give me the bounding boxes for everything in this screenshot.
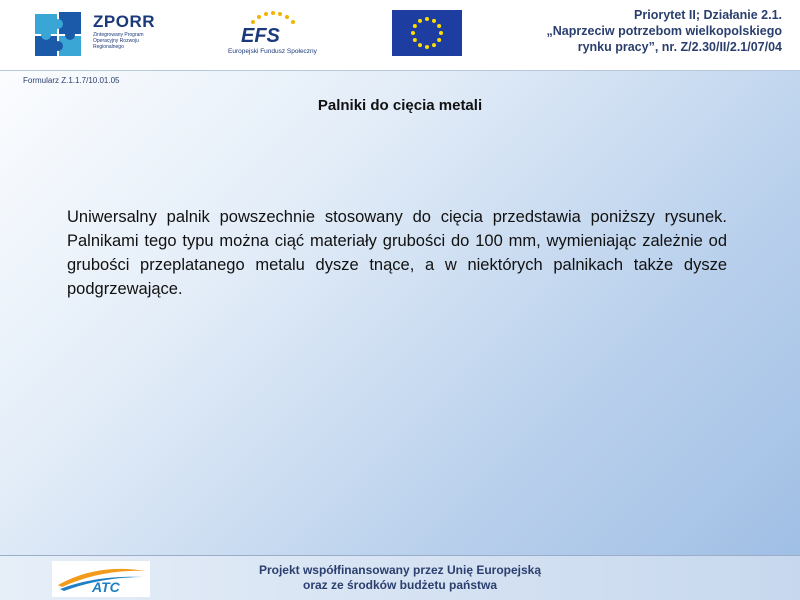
eu-star-icon	[437, 38, 441, 42]
eu-star-icon	[413, 38, 417, 42]
zporr-title: ZPORR	[93, 12, 155, 31]
atc-logo-text: ATC	[92, 579, 120, 595]
body-paragraph: Uniwersalny palnik powszechnie stosowany do cięcia przedstawia poniższy rysunek. Palnikami tego typu można ciąć materiały grubości do 100 mm, wymieniając zależnie od grubości przeplatanego metalu dysze tnące, a w niektórych palnikach także dysze podgrzewające.	[67, 208, 727, 298]
eu-star-icon	[425, 45, 429, 49]
header	[0, 0, 800, 70]
eu-star-icon	[413, 24, 417, 28]
eu-star-icon	[432, 19, 436, 23]
eu-flag-icon	[392, 10, 462, 56]
efs-title: EFS	[241, 25, 280, 47]
eu-star-icon	[425, 17, 429, 21]
efs-subtitle: Europejski Fundusz Społeczny	[228, 48, 317, 55]
project-line-1: Priorytet II; Działanie 2.1.	[634, 8, 782, 22]
eu-star-icon	[418, 19, 422, 23]
project-line-3: rynku pracy”, nr. Z/2.30/II/2.1/07/04	[577, 40, 782, 54]
eu-star-icon	[437, 24, 441, 28]
eu-star-icon	[418, 43, 422, 47]
footer-text	[150, 563, 650, 593]
eu-flag	[392, 10, 462, 56]
eu-star-icon	[411, 31, 415, 35]
efs-logo	[225, 8, 320, 63]
footer-line-2: oraz ze środków budżetu państwa	[302, 578, 498, 592]
eu-star-icon	[439, 31, 443, 35]
project-line-2: „Naprzeciw potrzebom wielkopolskiego	[546, 24, 782, 38]
header-divider	[0, 70, 800, 71]
zporr-subtitle: Zintegrowany Program Operacyjny Rozwoju Regionalnego	[93, 32, 144, 50]
form-code: Formularz Z.1.1.7/10.01.05	[23, 76, 120, 85]
project-info	[482, 7, 782, 55]
page-title: Palniki do cięcia metali	[317, 97, 483, 114]
atc-logo	[52, 561, 150, 597]
zporr-logo	[33, 8, 158, 63]
footer-line-1: Projekt współfinansowany przez Unię Europejską	[258, 563, 542, 577]
puzzle-icon	[33, 8, 88, 58]
eu-star-icon	[432, 43, 436, 47]
